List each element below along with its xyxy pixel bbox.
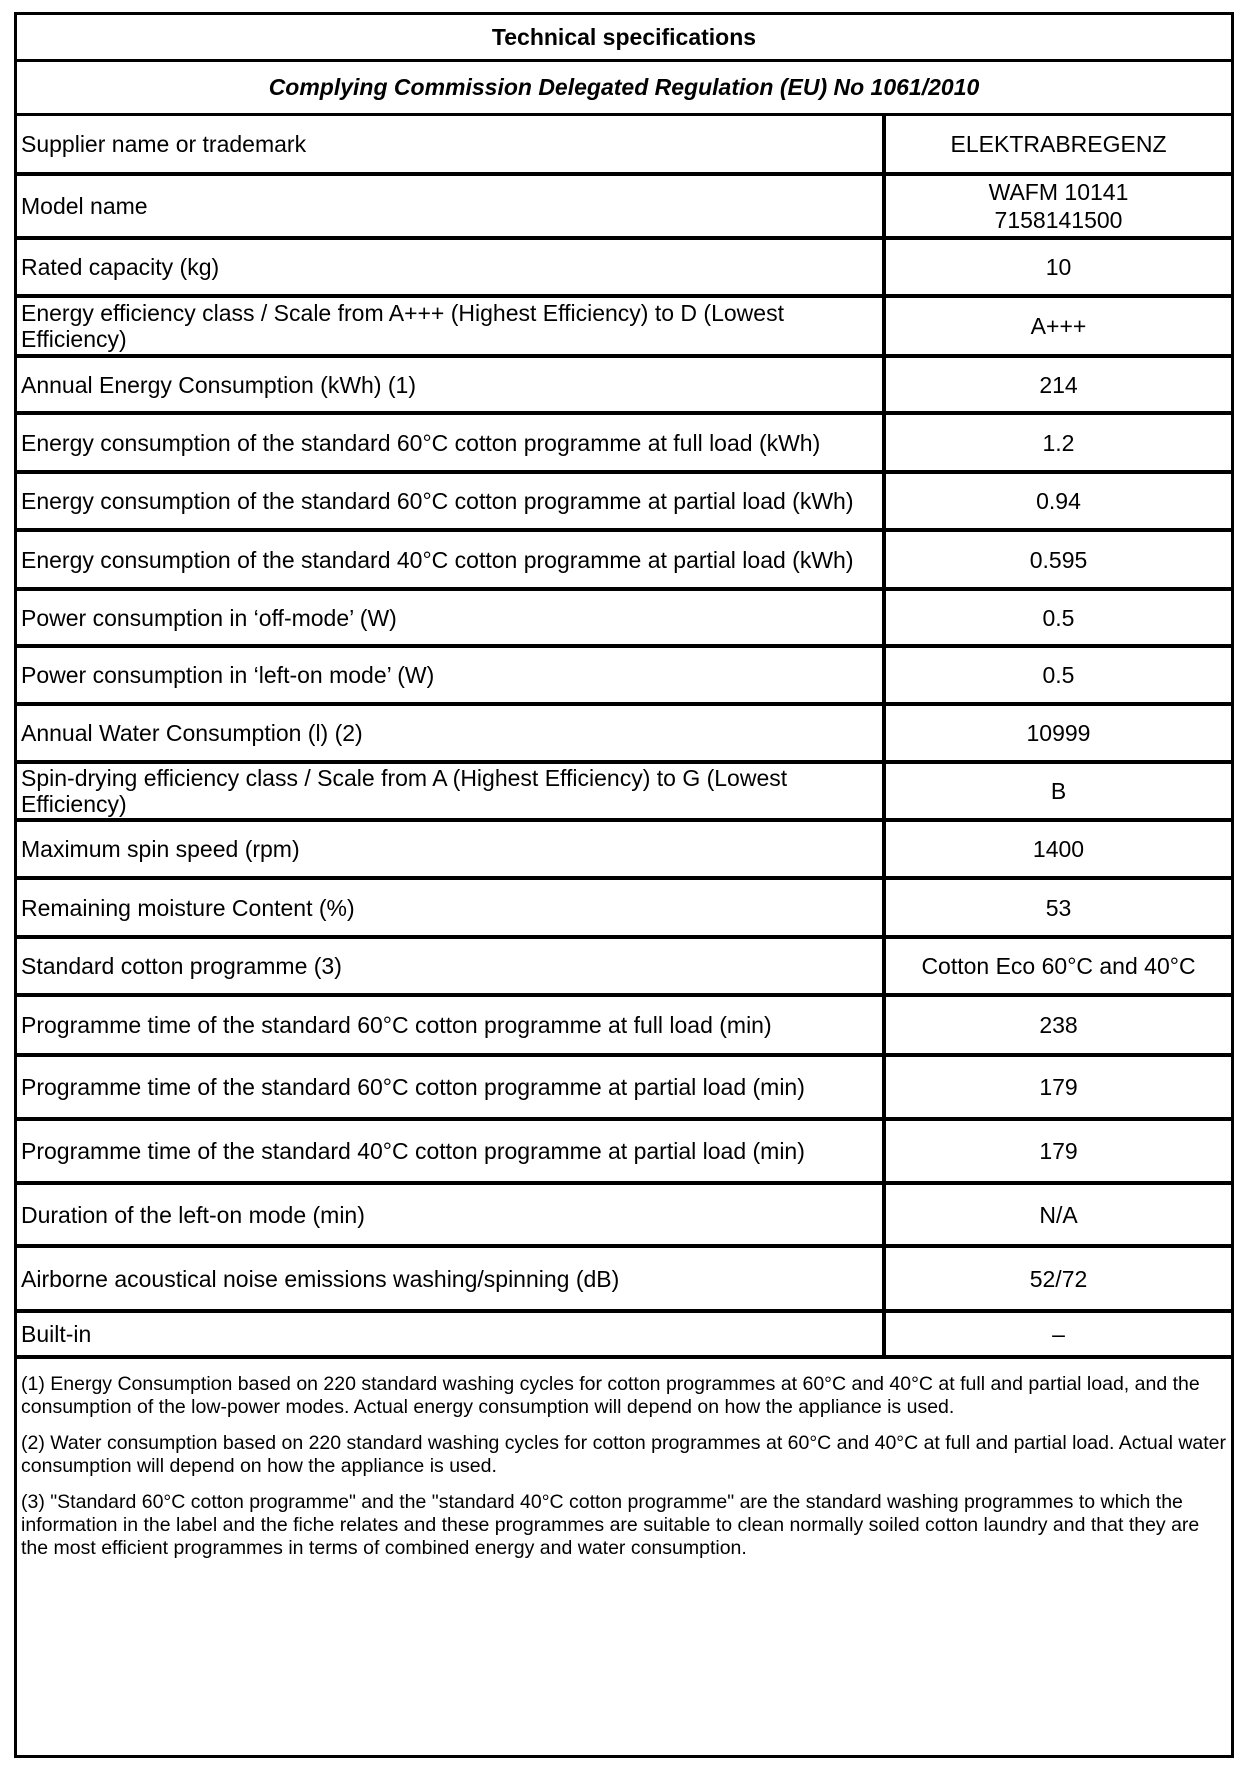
spec-value-cell: [886, 176, 1231, 236]
spec-label: Programme time of the standard 60°C cotton programme at partial load (min): [17, 1057, 886, 1117]
spec-value: ELEKTRABREGENZ: [950, 131, 1167, 157]
spec-row-standard-programme: [17, 939, 1231, 997]
spec-row-noise: [17, 1248, 1231, 1313]
spec-value: N/A: [1039, 1201, 1078, 1228]
spec-label: Energy consumption of the standard 60°C cotton programme at full load (kWh): [17, 415, 886, 470]
spec-row-energy-60-full: [17, 415, 1231, 474]
spec-row-spin-class: [17, 764, 1231, 822]
spec-row-built-in: [17, 1313, 1231, 1359]
spec-value: 0.5: [1042, 604, 1075, 631]
spec-value-cell: [886, 939, 1231, 993]
spec-label: Airborne acoustical noise emissions washing/spinning (dB): [17, 1248, 886, 1309]
spec-label: Power consumption in ‘off-mode’ (W): [17, 591, 886, 644]
spec-label: Programme time of the standard 60°C cotton programme at full load (min): [17, 997, 886, 1053]
spec-value-cell: [886, 1185, 1231, 1244]
spec-label: Programme time of the standard 40°C cotton programme at partial load (min): [17, 1121, 886, 1181]
spec-value-cell: [886, 415, 1231, 470]
spec-row-time-60-partial: [17, 1057, 1231, 1121]
spec-value: 52/72: [1029, 1265, 1088, 1292]
spec-value: 179: [1039, 1138, 1078, 1164]
spec-value-cell: [886, 591, 1231, 644]
spec-label: Power consumption in ‘left-on mode’ (W): [17, 648, 886, 702]
spec-value-cell: [886, 532, 1231, 587]
spec-label: Supplier name or trademark: [17, 116, 886, 172]
spec-row-off-mode: [17, 591, 1231, 648]
spec-value: 10999: [1026, 720, 1091, 746]
spec-value-cell: [886, 240, 1231, 294]
spec-value: 0.5: [1042, 662, 1075, 688]
spec-label: Annual Water Consumption (l) (2): [17, 706, 886, 760]
spec-value: 1400: [1032, 836, 1085, 862]
spec-row-moisture: [17, 880, 1231, 939]
spec-value: 53: [1045, 894, 1072, 921]
spec-value-secondary: 7158141500: [994, 207, 1123, 233]
spec-row-energy-60-partial: [17, 474, 1231, 532]
spec-row-time-60-full: [17, 997, 1231, 1057]
spec-label: Standard cotton programme (3): [17, 939, 886, 993]
spec-value-cell: [886, 1057, 1231, 1117]
spec-row-annual-energy: [17, 358, 1231, 415]
spec-row-left-on-duration: [17, 1185, 1231, 1248]
spec-value: B: [1050, 778, 1067, 804]
spec-label: Remaining moisture Content (%): [17, 880, 886, 935]
spec-value: 0.595: [1029, 546, 1088, 573]
spec-label: Model name: [17, 176, 886, 236]
spec-row-model: [17, 176, 1231, 240]
spec-label: Energy consumption of the standard 60°C cotton programme at partial load (kWh): [17, 474, 886, 528]
footnote-2: (2) Water consumption based on 220 standard washing cycles for cotton programmes at 60°C and 40°C at full and partial load. Actual water consumption will depend on how the appliance is used.: [21, 1432, 1227, 1477]
spec-row-spin-speed: [17, 822, 1231, 880]
spec-value-cell: [886, 1121, 1231, 1181]
spec-value-cell: [886, 1313, 1231, 1355]
spec-value: 1.2: [1042, 429, 1075, 456]
spec-label: Energy consumption of the standard 40°C cotton programme at partial load (kWh): [17, 532, 886, 587]
spec-row-time-40-partial: [17, 1121, 1231, 1185]
spec-label: Annual Energy Consumption (kWh) (1): [17, 358, 886, 411]
spec-label: Duration of the left-on mode (min): [17, 1185, 886, 1244]
spec-value-cell: [886, 474, 1231, 528]
spec-value: 238: [1039, 1012, 1078, 1038]
spec-row-energy-40-partial: [17, 532, 1231, 591]
spec-row-left-on-mode: [17, 648, 1231, 706]
spec-row-energy-class: [17, 298, 1231, 358]
spec-row-annual-water: [17, 706, 1231, 764]
spec-label: Maximum spin speed (rpm): [17, 822, 886, 876]
spec-value-cell: [886, 822, 1231, 876]
spec-value-cell: [886, 706, 1231, 760]
spec-value: WAFM 10141: [988, 179, 1129, 205]
footnote-1: (1) Energy Consumption based on 220 standard washing cycles for cotton programmes at 60°C and 40°C at full and partial load, and the consumption of the low-power modes. Actual energy consumption will depend on how the appliance is used.: [21, 1373, 1200, 1418]
spec-value: 10: [1045, 254, 1072, 280]
spec-sheet: [14, 12, 1234, 1758]
sheet-title: Technical specifications: [17, 15, 1231, 62]
spec-value: 214: [1039, 371, 1078, 398]
spec-label: Energy efficiency class / Scale from A+++ (Highest Efficiency) to D (Lowest Efficiency): [17, 298, 886, 354]
spec-label: Built-in: [17, 1313, 886, 1355]
spec-label: Spin-drying efficiency class / Scale from A (Highest Efficiency) to G (Lowest Efficiency): [17, 764, 886, 818]
spec-value-cell: [886, 764, 1231, 818]
footnotes: [17, 1359, 1231, 1573]
spec-value-cell: [886, 880, 1231, 935]
spec-value-cell: [886, 116, 1231, 172]
spec-value: A+++: [1030, 313, 1087, 339]
spec-value: 179: [1039, 1074, 1078, 1100]
spec-value-cell: [886, 997, 1231, 1053]
spec-value-cell: [886, 648, 1231, 702]
spec-value: Cotton Eco 60°C and 40°C: [921, 953, 1196, 979]
spec-value-cell: [886, 358, 1231, 411]
spec-value: –: [1052, 1321, 1065, 1347]
spec-label: Rated capacity (kg): [17, 240, 886, 294]
spec-row-supplier: [17, 116, 1231, 176]
footnote-3: (3) "Standard 60°C cotton programme" and the "standard 40°C cotton programme" are the standard washing programmes to which the information in the label and the fiche relates and these programmes are suitable to clean normally soiled cotton laundry and that they are the most efficient programmes in terms of combined energy and water consumption.: [21, 1491, 1200, 1559]
spec-value-cell: [886, 298, 1231, 354]
spec-value-cell: [886, 1248, 1231, 1309]
spec-row-capacity: [17, 240, 1231, 298]
sheet-subtitle: Complying Commission Delegated Regulation (EU) No 1061/2010: [17, 62, 1231, 116]
spec-value: 0.94: [1036, 488, 1081, 514]
